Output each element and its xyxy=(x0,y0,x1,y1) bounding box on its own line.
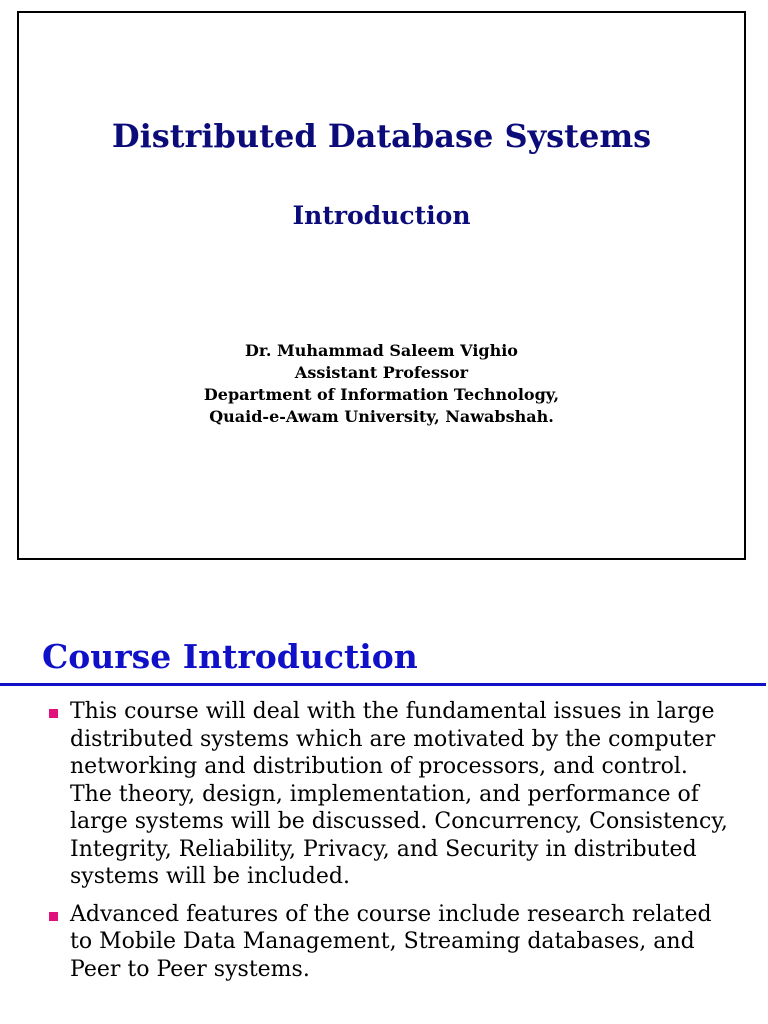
author-block xyxy=(19,340,744,428)
bullet-list xyxy=(0,698,768,993)
author-name: Dr. Muhammad Saleem Vighio xyxy=(245,341,518,360)
author-position: Assistant Professor xyxy=(294,363,469,382)
course-introduction-slide xyxy=(0,620,768,1024)
course-heading: Course Introduction xyxy=(42,637,418,676)
slide-subtitle: Introduction xyxy=(292,201,471,230)
bullet-text: This course will deal with the fundamental issues in large distributed systems which are motivated by the computer networking and distribution of processors, and control. The theory, design, implementation, and performance of large systems will be discussed. Concurrency, Consistency, Integrity, Reliability, Privacy, and Security in distributed systems will be included. xyxy=(70,699,728,889)
slide-title: Distributed Database Systems xyxy=(111,117,652,155)
bullet-text: Advanced features of the course include research related to Mobile Data Management, Streaming databases, and Peer to Peer systems. xyxy=(70,901,712,982)
author-department: Department of Information Technology, xyxy=(203,385,560,404)
author-university: Quaid-e-Awam University, Nawabshah. xyxy=(209,407,554,426)
title-slide xyxy=(17,11,746,560)
list-item xyxy=(0,698,768,891)
heading-divider xyxy=(0,683,766,686)
square-bullet-icon xyxy=(49,912,58,921)
list-item xyxy=(0,901,768,984)
square-bullet-icon xyxy=(49,709,58,718)
